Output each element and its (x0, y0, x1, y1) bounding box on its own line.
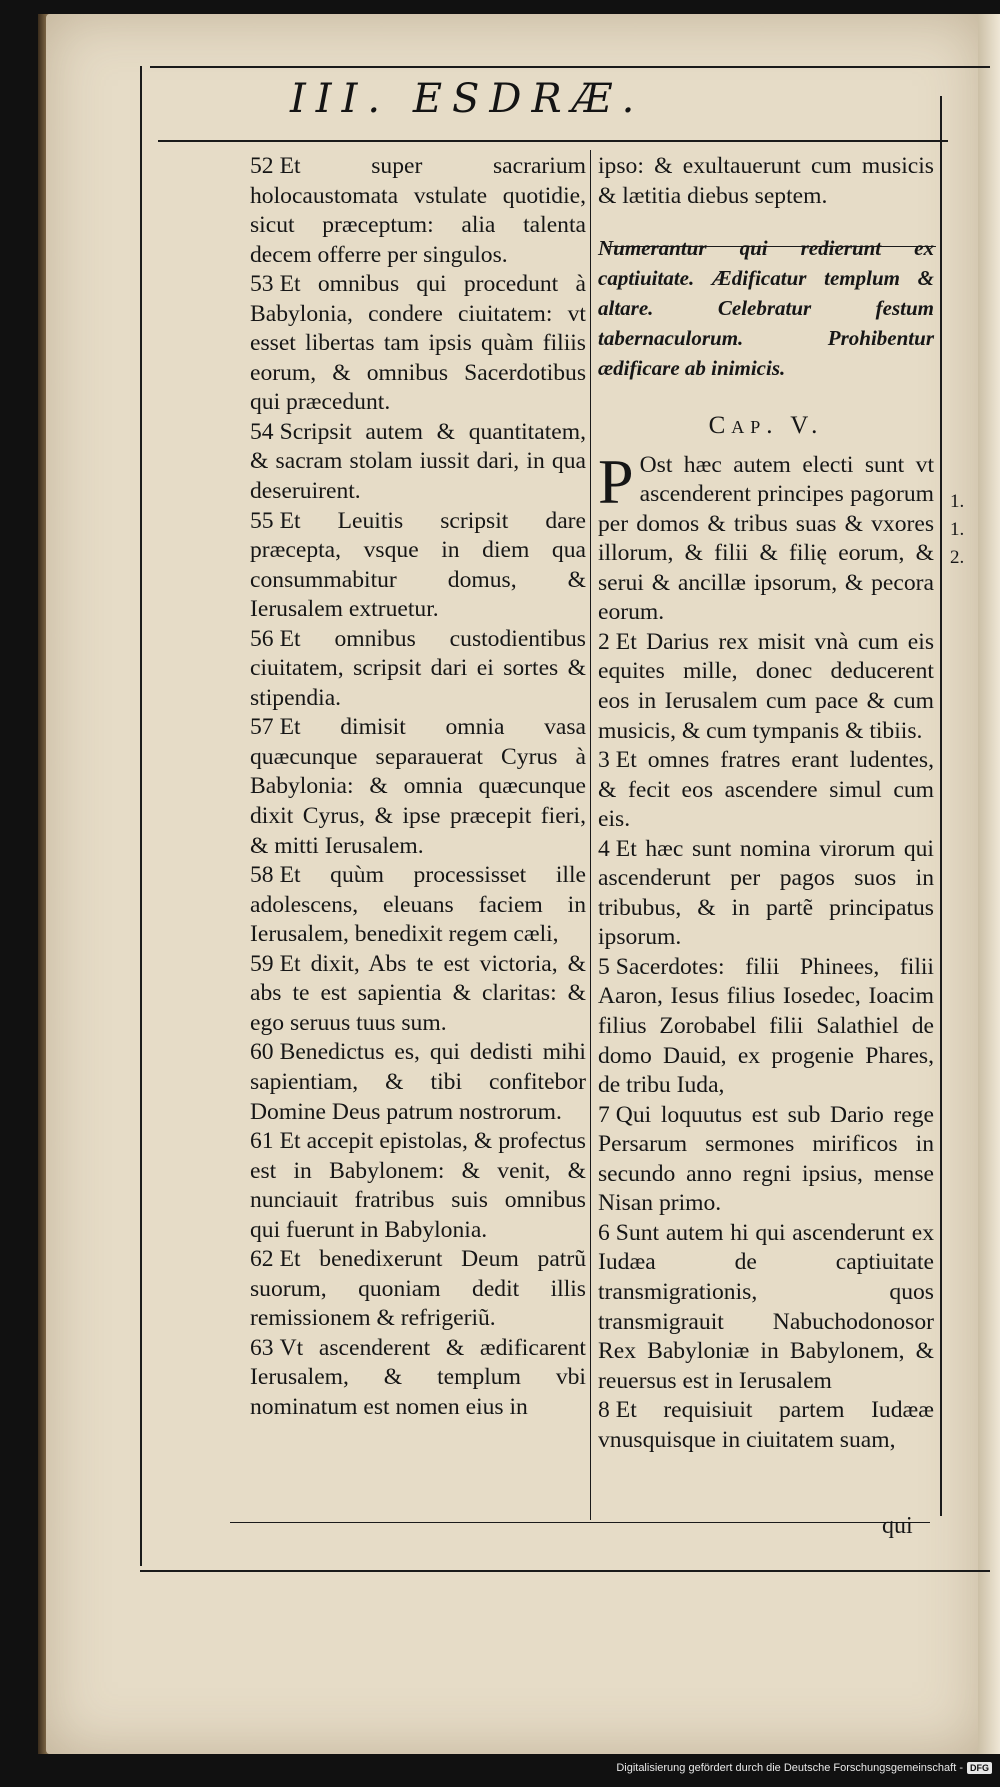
verse: 52 Et super sacrarium holocaustomata vstulate quotidie, sicut præceptum: alia talenta decem offerre per singulos. (250, 153, 586, 268)
catchword: qui (882, 1513, 913, 1539)
column-divider-rule (590, 150, 591, 1520)
verse: 4 Et hæc sunt nomina virorum qui ascenderunt per pagos suos in tribubus, & in partẽ principatus ipsorum. (598, 835, 934, 951)
verse: 58 Et quùm processisset ille adolescens, eleuans faciem in Ierusalem, benedixit regem cæli, (250, 862, 586, 948)
verse: 5 Sacerdotes: filii Phinees, filii Aaron, Iesus filius Iosedec, Ioacim filius Zorobabel filii Salathiel de domo Dauid, ex progenie Phares, de tribu Iuda, (598, 953, 934, 1099)
verse: 54 Scripsit autem & quantitatem, & sacram stolam iussit dari, in qua deseruirent. (250, 418, 586, 505)
bottom-rule (230, 1522, 930, 1523)
verse: 3 Et omnes fratres erant ludentes, & fecit eos ascendere simul cum eis. (598, 747, 934, 833)
margin-note: 1. 2. (950, 519, 965, 568)
right-column (598, 152, 934, 1455)
verse: 7 Qui loquutus est sub Dario rege Persarum sermones mirificos in secundo anno regni ipsius, mense Nisan primo. (598, 1101, 934, 1217)
verse: 8 Et requisiuit partem Iudææ vnusquisque in ciuitatem suam, (598, 1397, 934, 1453)
footer-rule (140, 1570, 990, 1572)
verse: 57 Et dimisit omnia vasa quæcunque separauerat Cyrus à Babylonia: & omnia quæcunque dixit Cyrus, & ipse præcepit fieri, & mitti Ierusalem. (250, 714, 586, 859)
facing-page-edge (978, 14, 1000, 1754)
chapter-opening: P Ost hæc autem electi sunt vt ascenderent principes pagorum per domos & tribus suas & vxores illorum, & filii & filię eorum, & serui & ancillæ ipsorum, & pecora eorum. (598, 445, 934, 626)
running-head: III. ESDRÆ. (290, 76, 645, 122)
verse: 53 Et omnibus qui procedunt à Babylonia, condere ciuitatem: vt esset libertas tam ipsis quàm filiis eorum, & omnibus Sacerdotibus qui præcedunt. (250, 271, 586, 416)
margin-notes (950, 488, 978, 572)
chapter-summary: Numerantur qui redierunt ex captiuitate. Ædificatur templum & altare. Celebratur festum tabernaculorum. Prohibentur ædificare ab inimicis. (598, 236, 934, 381)
left-frame-rule (140, 66, 142, 1566)
verse: 60 Benedictus es, qui dedisti mihi sapientiam, & tibi confitebor Domine Deus patrum nostrorum. (250, 1039, 586, 1125)
head-rule (158, 140, 948, 142)
dfg-logo: DFG (967, 1762, 992, 1774)
margin-note: 1. (950, 491, 965, 512)
verse: 63 Vt ascenderent & ædificarent Ierusalem, & templum vbi nominatum est nomen eius in (250, 1334, 586, 1420)
left-column (250, 152, 586, 1423)
credit-text: Digitalisierung gefördert durch die Deutsche Forschungsgemeinschaft - (616, 1762, 963, 1774)
verse: 6 Sunt autem hi qui ascenderunt ex Iudæa de captiuitate transmigrationis, quos transmigrauit Nabuchodonosor Rex Babyloniæ in Babylonem, & reuersus est in Ierusalem (598, 1219, 934, 1394)
drop-cap: P (598, 445, 634, 517)
chapter-heading: Cap. V. (708, 412, 824, 440)
right-frame-rule (940, 96, 942, 1516)
top-rule (150, 66, 990, 68)
verse: 2 Et Darius rex misit vnà cum eis equites mille, donec deducerent eos in Ierusalem cum pace & cum musicis, & cum tympanis & tibiis. (598, 628, 934, 744)
verse: 56 Et omnibus custodientibus ciuitatem, scripsit dari ei sortes & stipendia. (250, 625, 586, 711)
verse: 62 Et benedixerunt Deum patrũ suorum, quoniam dedit illis remissionem & refrigeriũ. (250, 1246, 586, 1332)
verse: 59 Et dixit, Abs te est victoria, & abs te est sapientia & claritas: & ego seruus tuus sum. (250, 950, 586, 1036)
verse: 55 Et Leuitis scripsit dare præcepta, vsque in diem qua consummabitur domus, & Ierusalem extruetur. (250, 507, 586, 623)
digitization-credit (616, 1762, 992, 1774)
verse-continuation: ipso: & exultauerunt cum musicis & lætitia diebus septem. (598, 153, 934, 209)
verse: 61 Et accepit epistolas, & profectus est in Babylonem: & venit, & nunciauit fratribus suis omnibus qui fuerunt in Babylonia. (250, 1128, 586, 1243)
